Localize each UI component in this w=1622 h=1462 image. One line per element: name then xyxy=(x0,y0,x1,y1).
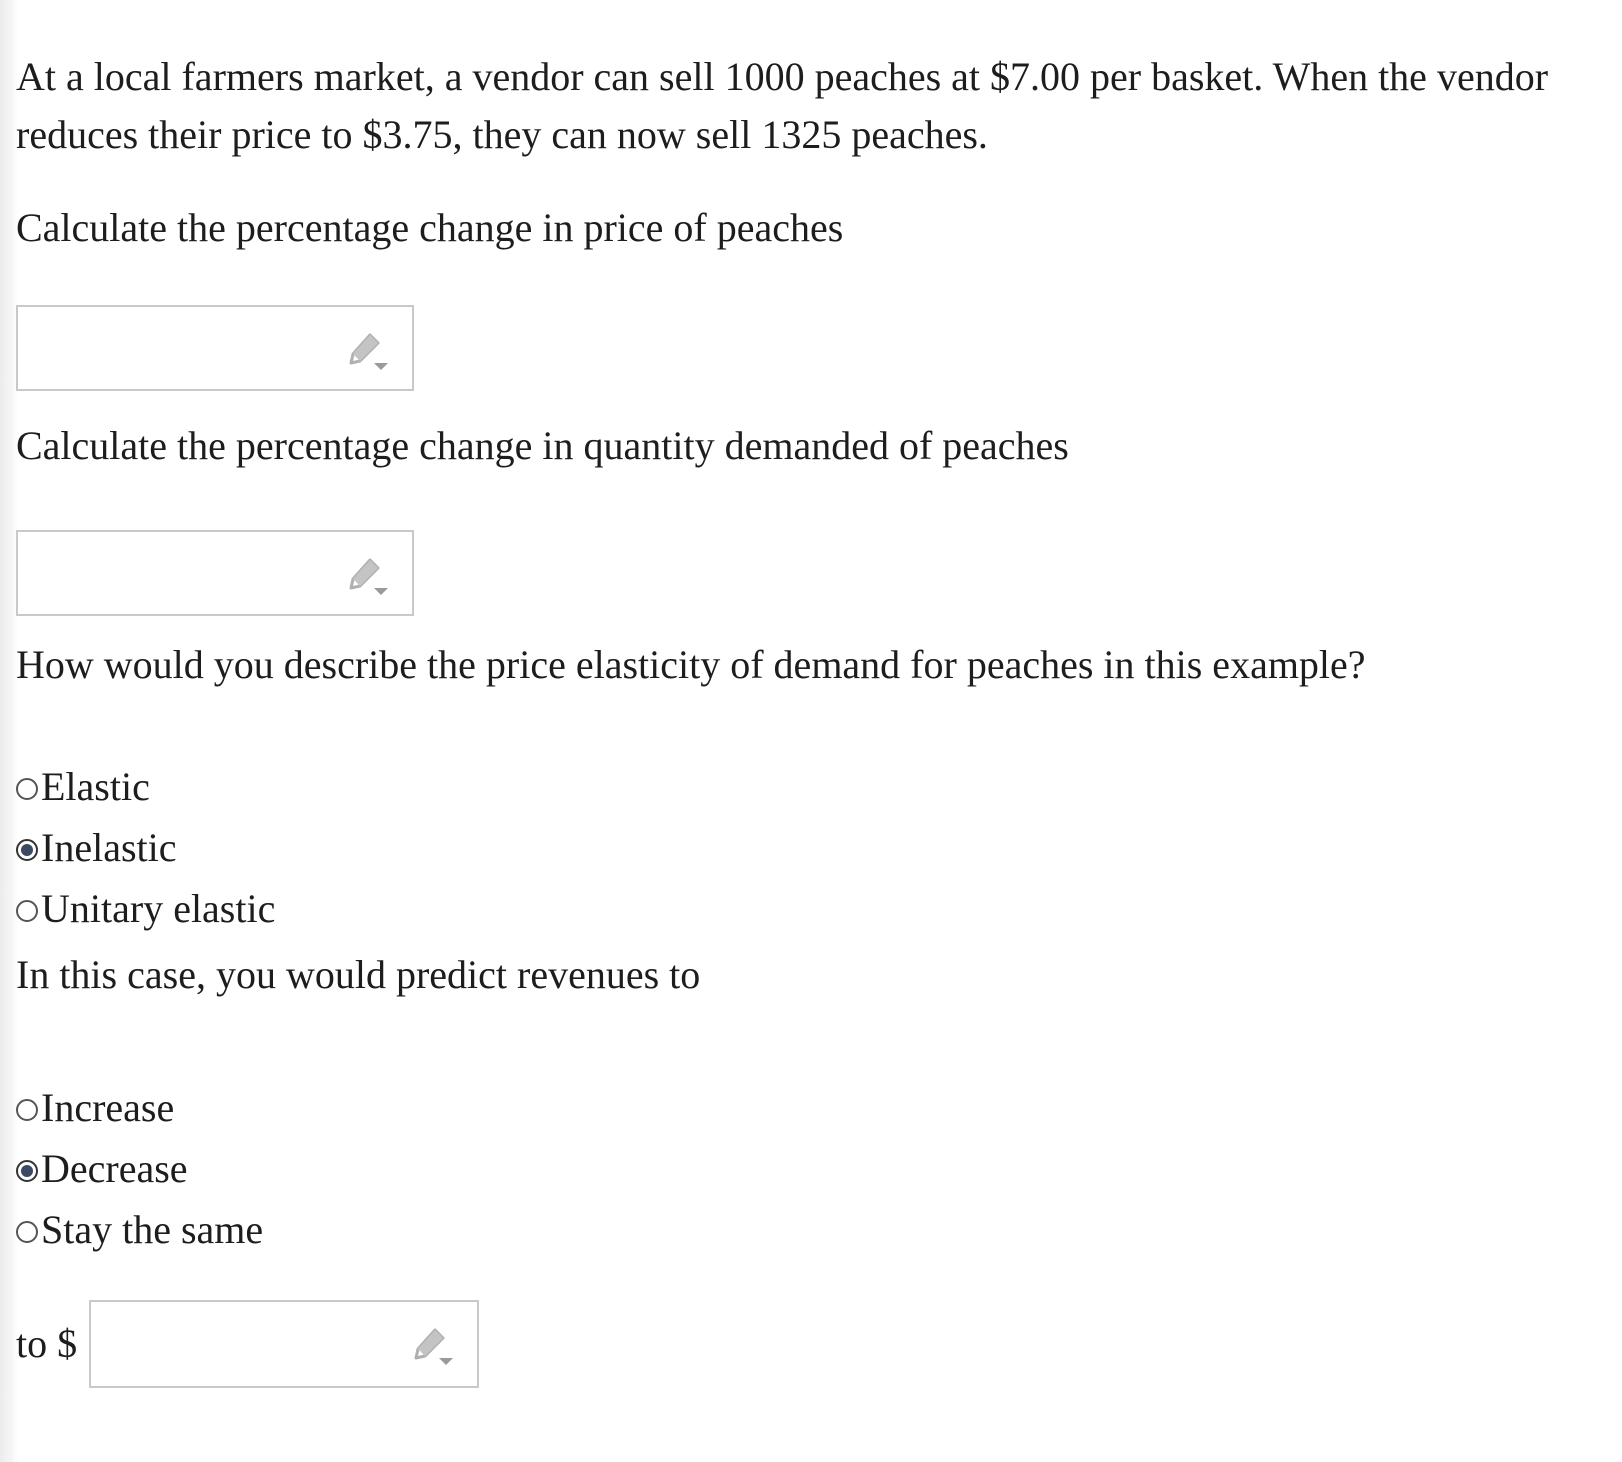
radio-label: Elastic xyxy=(41,763,150,809)
revenue-amount-row xyxy=(16,1300,479,1388)
elasticity-radio-group xyxy=(16,756,275,939)
pencil-dropdown-icon[interactable] xyxy=(413,1326,455,1366)
radio-label: Increase xyxy=(41,1084,175,1130)
radio-option-increase[interactable] xyxy=(16,1077,263,1138)
price-change-answer-box[interactable] xyxy=(16,305,414,391)
radio-option-elastic[interactable] xyxy=(16,756,275,817)
currency-prefix: to $ xyxy=(16,1321,78,1366)
question-elasticity: How would you describe the price elasticity of demand for peaches in this example? xyxy=(16,642,1366,687)
quantity-change-answer-box[interactable] xyxy=(16,530,414,616)
radio-button[interactable] xyxy=(16,900,38,922)
radio-option-unitary-elastic[interactable] xyxy=(16,878,275,939)
radio-button-selected[interactable] xyxy=(16,1160,38,1182)
radio-option-decrease[interactable] xyxy=(16,1138,263,1199)
radio-button[interactable] xyxy=(16,1099,38,1121)
revenue-amount-answer-box[interactable] xyxy=(89,1300,479,1388)
radio-label: Stay the same xyxy=(41,1206,264,1252)
revenue-amount-input[interactable] xyxy=(91,1302,421,1384)
radio-button[interactable] xyxy=(16,1221,38,1243)
pencil-dropdown-icon[interactable] xyxy=(348,556,390,596)
radio-option-inelastic[interactable] xyxy=(16,817,275,878)
radio-option-stay-the-same[interactable] xyxy=(16,1199,263,1260)
radio-label: Unitary elastic xyxy=(41,885,276,931)
radio-button[interactable] xyxy=(16,778,38,800)
question-quantity-change: Calculate the percentage change in quantity demanded of peaches xyxy=(16,423,1069,468)
pencil-dropdown-icon[interactable] xyxy=(348,331,390,371)
radio-button-selected[interactable] xyxy=(16,839,38,861)
question-price-change: Calculate the percentage change in price of peaches xyxy=(16,205,844,250)
price-change-input[interactable] xyxy=(18,307,348,389)
radio-label: Inelastic xyxy=(41,824,177,870)
radio-label: Decrease xyxy=(41,1145,188,1191)
quantity-change-input[interactable] xyxy=(18,532,348,614)
revenue-radio-group xyxy=(16,1077,263,1260)
problem-intro: At a local farmers market, a vendor can sell 1000 peaches at $7.00 per basket. When the vendor reduces their price to $3.75, they can now sell 1325 peaches. xyxy=(16,54,1549,157)
question-revenue: In this case, you would predict revenues to xyxy=(16,952,701,997)
